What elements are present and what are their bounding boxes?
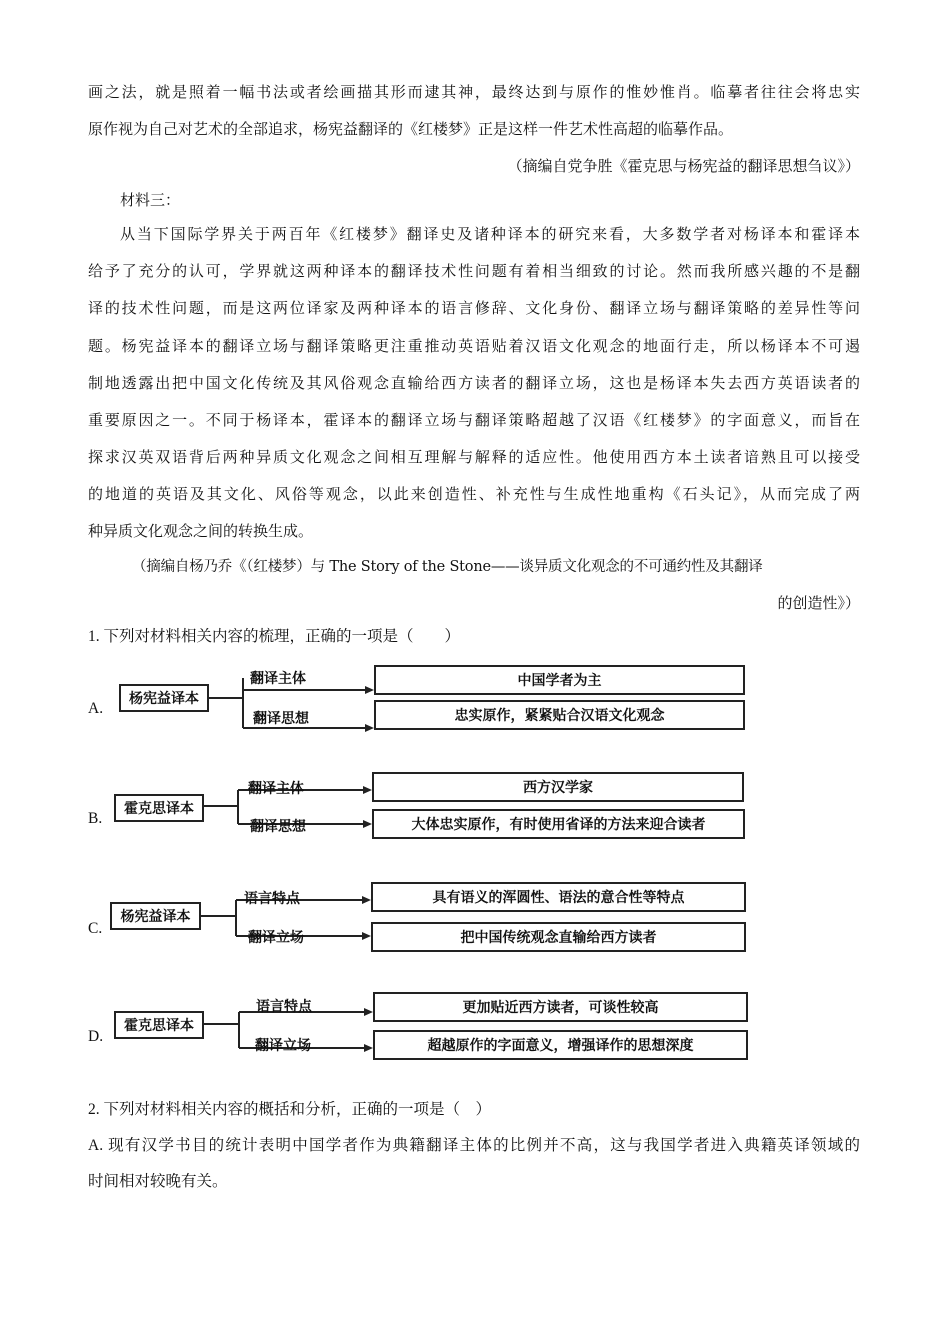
material2-line-1: 画之法，就是照着一幅书法或者绘画描其形而逮其神，最终达到与原作的惟妙惟肖。临摹者往往会将忠实 bbox=[88, 83, 860, 101]
option-c-diagram[interactable] bbox=[0, 878, 950, 958]
option-c-label[interactable]: C. bbox=[88, 920, 103, 937]
option-c-target-2: 把中国传统观念直输给西方读者 bbox=[371, 922, 746, 952]
material3-line-3: 译的技术性问题，而是这两位译家及两种译本的语言修辞、文化身份、翻译立场与翻译策略的差异性等问 bbox=[88, 299, 860, 317]
option-b-diagram[interactable] bbox=[0, 768, 950, 848]
material3-line-1: 从当下国际学界关于两百年《红楼梦》翻译史及诸种译本的研究来看，大多数学者对杨译本和霍译本 bbox=[120, 225, 860, 243]
option-b-branch-1: 翻译主体 bbox=[248, 781, 304, 797]
question1-stem: 1. 下列对材料相关内容的梳理，正确的一项是（ ） bbox=[88, 628, 461, 645]
material3-source-line-1 bbox=[132, 557, 864, 577]
option-a-label[interactable]: A. bbox=[88, 700, 104, 717]
option-a-target-2: 忠实原作，紧紧贴合汉语文化观念 bbox=[374, 700, 745, 730]
material3-line-9: 种异质文化观念之间的转换生成。 bbox=[88, 522, 314, 540]
material3-line-4: 题。杨宪益译本的翻译立场与翻译策略更注重推动英语贴着汉语文化观念的地面行走，所以杨译本不可遏 bbox=[88, 337, 860, 355]
material3-line-5: 制地透露出把中国文化传统及其风俗观念直输给西方读者的翻译立场，这也是杨译本失去西方英语读者的 bbox=[88, 374, 860, 392]
material3-line-2: 给予了充分的认可，学界就这两种译本的翻译技术性问题有着相当细致的讨论。然而我所感兴趣的不是翻 bbox=[88, 262, 860, 280]
question2-option-a-line-2[interactable]: 时间相对较晚有关。 bbox=[88, 1173, 228, 1190]
option-b-target-2: 大体忠实原作，有时使用省译的方法来迎合读者 bbox=[372, 809, 745, 839]
option-c-branch-2: 翻译立场 bbox=[248, 930, 304, 946]
material3-source-line-2: 的创造性》） bbox=[777, 594, 860, 612]
option-a-source-box: 杨宪益译本 bbox=[119, 684, 209, 712]
question2-stem: 2. 下列对材料相关内容的概括和分析，正确的一项是（ ） bbox=[88, 1101, 492, 1118]
option-d-target-2: 超越原作的字面意义，增强译作的思想深度 bbox=[373, 1030, 748, 1060]
option-d-diagram[interactable] bbox=[0, 986, 950, 1066]
option-b-source-box: 霍克思译本 bbox=[114, 794, 204, 822]
option-d-branch-1: 语言特点 bbox=[256, 999, 312, 1015]
question2-option-a-line-1[interactable]: A. 现有汉学书目的统计表明中国学者作为典籍翻译主体的比例并不高，这与我国学者进入典籍英译领域的 bbox=[88, 1137, 860, 1154]
option-b-label[interactable]: B. bbox=[88, 810, 103, 827]
option-d-label[interactable]: D. bbox=[88, 1028, 104, 1045]
option-c-source-box: 杨宪益译本 bbox=[110, 902, 201, 930]
option-a-branch-2: 翻译思想 bbox=[253, 711, 309, 727]
option-a-target-1: 中国学者为主 bbox=[374, 665, 745, 695]
material3-heading: 材料三： bbox=[120, 191, 181, 209]
option-c-target-1: 具有语义的浑圆性、语法的意合性等特点 bbox=[371, 882, 746, 912]
material3-source-text: （摘编自杨乃乔《（红楼梦）与 The Story of the Stone——谈异质文化观念的不可通约性及其翻译 bbox=[132, 559, 763, 575]
material3-line-8: 的地道的英语及其文化、风俗等观念，以此来创造性、补充性与生成性地重构《石头记》，从而完成了两 bbox=[88, 485, 860, 503]
option-c-branch-1: 语言特点 bbox=[244, 891, 300, 907]
material2-line-2: 原作视为自己对艺术的全部追求，杨宪益翻译的《红楼梦》正是这样一件艺术性高超的临摹作品。 bbox=[88, 120, 734, 138]
option-a-diagram[interactable] bbox=[0, 660, 950, 740]
option-d-target-1: 更加贴近西方读者，可谈性较高 bbox=[373, 992, 748, 1022]
option-b-branch-2: 翻译思想 bbox=[250, 819, 306, 835]
option-d-source-box: 霍克思译本 bbox=[114, 1011, 204, 1039]
option-d-branch-2: 翻译立场 bbox=[255, 1038, 311, 1054]
material2-source: （摘编自党争胜《霍克思与杨宪益的翻译思想刍议》） bbox=[507, 157, 860, 175]
option-b-target-1: 西方汉学家 bbox=[372, 772, 744, 802]
material3-line-7: 探求汉英双语背后两种异质文化观念之间相互理解与解释的适应性。他使用西方本土读者谙熟且可以接受 bbox=[88, 448, 860, 466]
material3-line-6: 重要原因之一。不同于杨译本，霍译本的翻译立场与翻译策略超越了汉语《红楼梦》的字面意义，而旨在 bbox=[88, 411, 860, 429]
option-a-branch-1: 翻译主体 bbox=[250, 671, 306, 687]
